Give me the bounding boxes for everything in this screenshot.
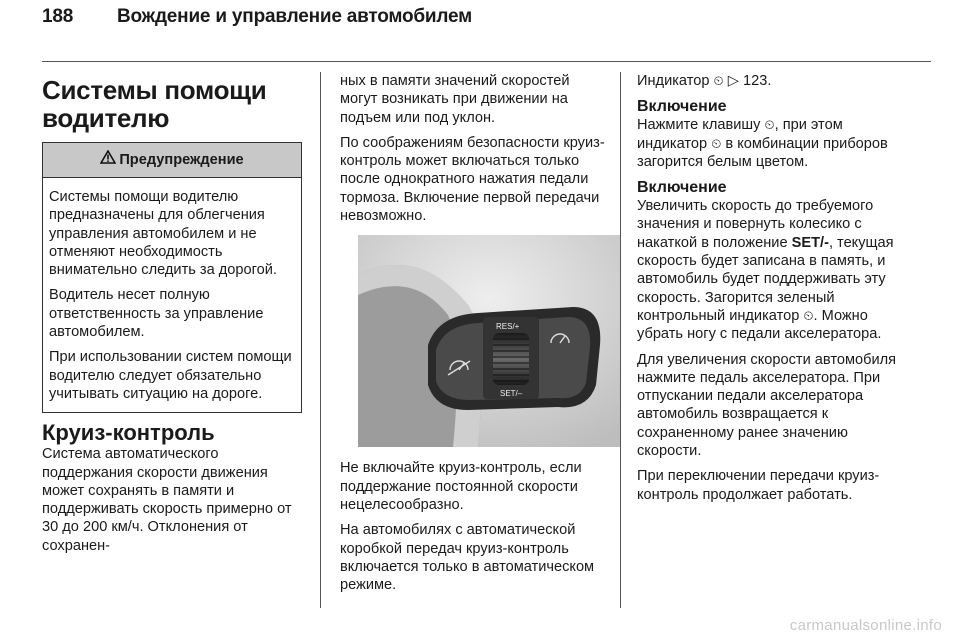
warning-paragraph: Водитель несет полную ответственность за управление автомобилем. <box>49 287 264 341</box>
cruise-button-icon: ⏲ <box>764 117 775 133</box>
section-title <box>42 76 302 132</box>
body-paragraph: Система автоматического поддержания скорости движения может сохранять в памяти и поддерживать скорость примерно от 30 до 200 км/ч. Отклонения от сохранен- <box>42 446 292 554</box>
text-span: в комбинации приборов загорится белым цветом. <box>637 135 888 170</box>
indicator-text: Индикатор <box>637 73 710 89</box>
section-title-line1: Системы помощи <box>42 75 267 105</box>
column-1 <box>42 72 302 562</box>
body-paragraph: Не включайте круиз-контроль, если поддержание постоянной скорости нецелесообразно. <box>340 460 582 513</box>
body-paragraph: ных в памяти значений скоростей могут возникать при движении на подъем или под уклон. <box>340 73 570 126</box>
column-divider-2 <box>620 72 621 608</box>
text-span: Нажмите клавишу <box>637 117 761 134</box>
heading-on: Включение <box>637 98 727 116</box>
warning-paragraph: Системы помощи водителю предназначены для облегчения управления автомобилем и не отменяют необходимость внимательно следить за дорогой. <box>49 189 277 279</box>
column-3 <box>637 72 905 511</box>
watermark: carmanualsonline.info <box>789 617 942 634</box>
res-label: RES/+ <box>496 322 520 332</box>
heading-on-2: Включение <box>637 179 727 197</box>
section-title-line2: водителю <box>42 103 170 133</box>
text-span: Увеличить скорость до требуемого значения и повернуть колесико с накаткой в положение <box>637 198 874 251</box>
set-label-bold: SET/- <box>791 234 829 251</box>
column-divider-1 <box>320 72 321 608</box>
cruise-indicator-icon: ⏲ <box>713 73 724 88</box>
warning-header <box>43 143 301 178</box>
text-span: , при этом индикатор <box>637 117 843 152</box>
steering-wheel-controls-image <box>358 235 620 447</box>
page-header <box>42 6 472 28</box>
body-paragraph: По соображениям безопасности круиз-контроль может включаться только после однократного нажатия педали тормоза. Включение первой передачи невозможно. <box>340 134 605 225</box>
body-paragraph <box>637 197 905 343</box>
warning-paragraph: При использовании систем помощи водителю следует обязательно учитывать ситуацию на дороге. <box>49 349 292 402</box>
text-span: . Можно убрать ногу с педали акселератора. <box>637 307 882 343</box>
cruise-indicator-icon: ⏲ <box>803 307 814 323</box>
cruise-indicator-icon: ⏲ <box>711 135 722 151</box>
chapter-title: Вождение и управление автомобилем <box>117 6 472 27</box>
warning-body <box>43 178 301 412</box>
header-rule <box>42 61 931 62</box>
body-paragraph: На автомобилях с автоматической коробкой передач круиз-контроль включается только в автоматическом режиме. <box>340 522 595 594</box>
page-ref-arrow-icon: ▷ <box>727 73 739 89</box>
indicator-page-ref[interactable]: 123. <box>743 73 772 89</box>
warning-title: Предупреждение <box>119 152 244 168</box>
page-number: 188 <box>42 6 74 27</box>
warning-box <box>42 142 302 413</box>
warning-triangle-icon <box>100 143 116 177</box>
text-span: , текущая скорость будет записана в память, и автомобиль будет поддерживать эту скорость. Загорится зеленый контрольный индикатор <box>637 234 894 324</box>
body-paragraph: Для увеличения скорости автомобиля нажмите педаль акселератора. При отпускании педали акселератора автомобиль возвращается к сохраненному ранее значению скорости. <box>637 351 897 460</box>
body-paragraph: При переключении передачи круиз-контроль продолжает работать. <box>637 468 880 503</box>
column-2 <box>340 72 605 601</box>
body-paragraph <box>637 116 905 171</box>
indicator-reference <box>637 72 905 90</box>
subsection-title: Круиз-контроль <box>42 420 215 446</box>
set-label: SET/– <box>500 389 523 399</box>
